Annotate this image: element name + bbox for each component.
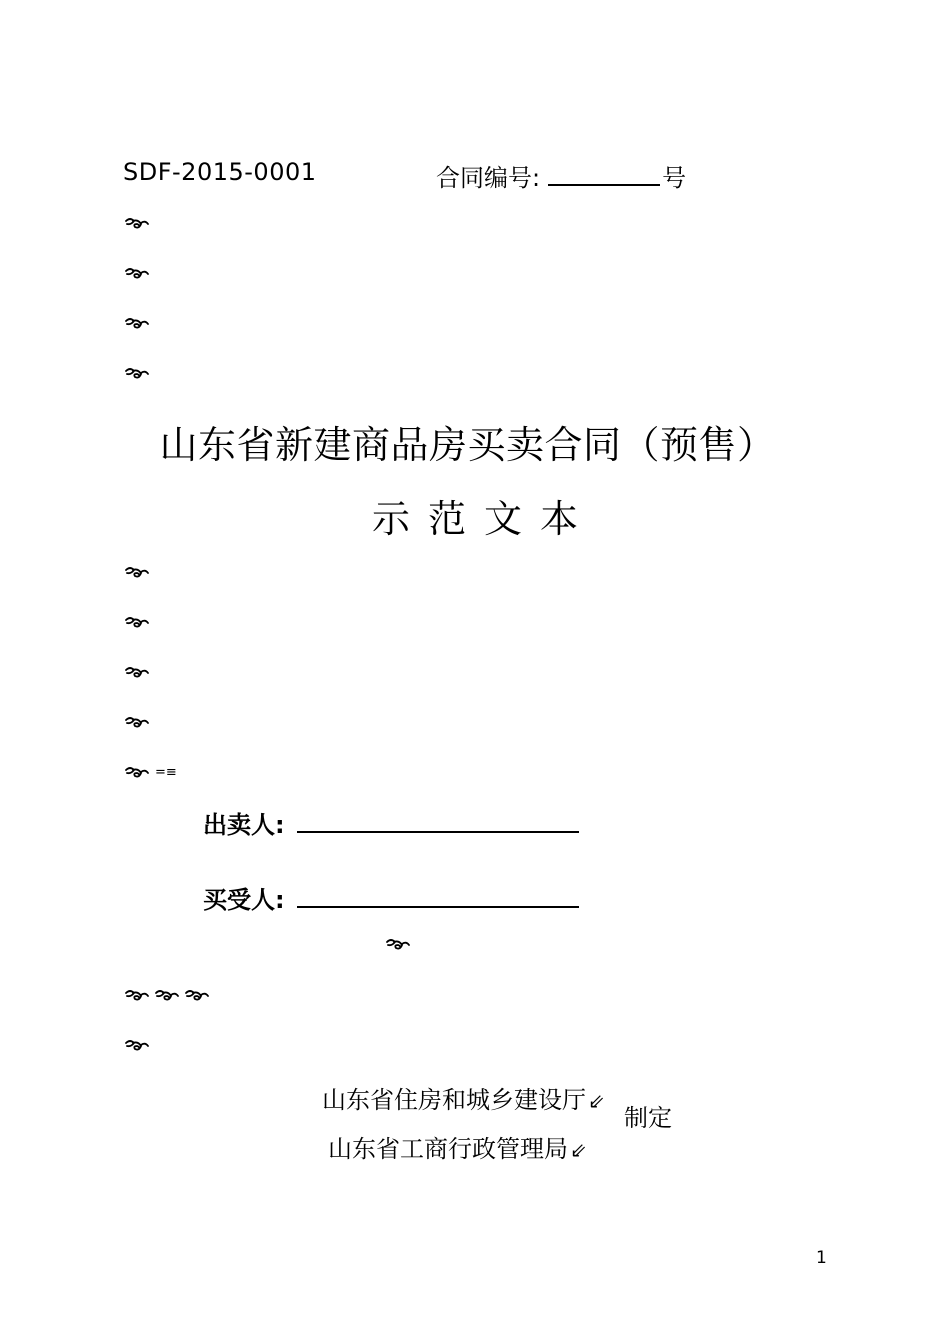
document-code: SDF-2015-0001 — [123, 158, 317, 186]
document-subtitle: 示范文本 — [371, 497, 596, 541]
paragraph-mark-icon — [124, 266, 150, 282]
paragraph-mark-icon — [124, 765, 150, 781]
seller-field — [203, 805, 579, 840]
buyer-blank — [297, 886, 579, 908]
paragraph-mark-icon — [124, 615, 150, 631]
issuer-name-2: 山东省工商行政管理局 — [328, 1135, 568, 1163]
contract-number-blank — [548, 164, 660, 186]
paragraph-mark-icon — [124, 665, 150, 681]
seller-label: 出卖人: — [203, 811, 285, 839]
paragraph-mark-icon — [124, 715, 150, 731]
paragraph-mark-icon — [124, 366, 150, 382]
contract-number-suffix: 号 — [662, 164, 687, 192]
seller-blank — [297, 811, 579, 833]
paragraph-mark-icon — [124, 216, 150, 232]
issuer-line-1 — [322, 1080, 605, 1115]
issued-label: 制定 — [624, 1104, 672, 1132]
line-break-arrow-icon: ⇙ — [570, 1138, 587, 1162]
paragraph-mark-icon — [124, 1038, 150, 1054]
buyer-field — [203, 880, 579, 915]
contract-number-label: 合同编号: — [436, 164, 541, 192]
paragraph-mark-icon — [184, 988, 210, 1004]
line-break-arrow-icon: ⇙ — [588, 1089, 605, 1113]
paragraph-mark-icon — [124, 565, 150, 581]
paragraph-mark-icon — [124, 316, 150, 332]
issuer-name-1: 山东省住房和城乡建设厅 — [322, 1086, 586, 1114]
buyer-label: 买受人: — [203, 886, 285, 914]
document-title: 山东省新建商品房买卖合同（预售） — [159, 423, 776, 467]
paragraph-mark-icon — [124, 988, 150, 1004]
section-break-mark: =≡ — [155, 765, 177, 780]
paragraph-mark-icon — [154, 988, 180, 1004]
paragraph-mark-icon — [385, 937, 411, 953]
issuer-line-2 — [328, 1129, 587, 1164]
contract-number-field — [436, 158, 686, 193]
page-number: 1 — [816, 1248, 827, 1268]
